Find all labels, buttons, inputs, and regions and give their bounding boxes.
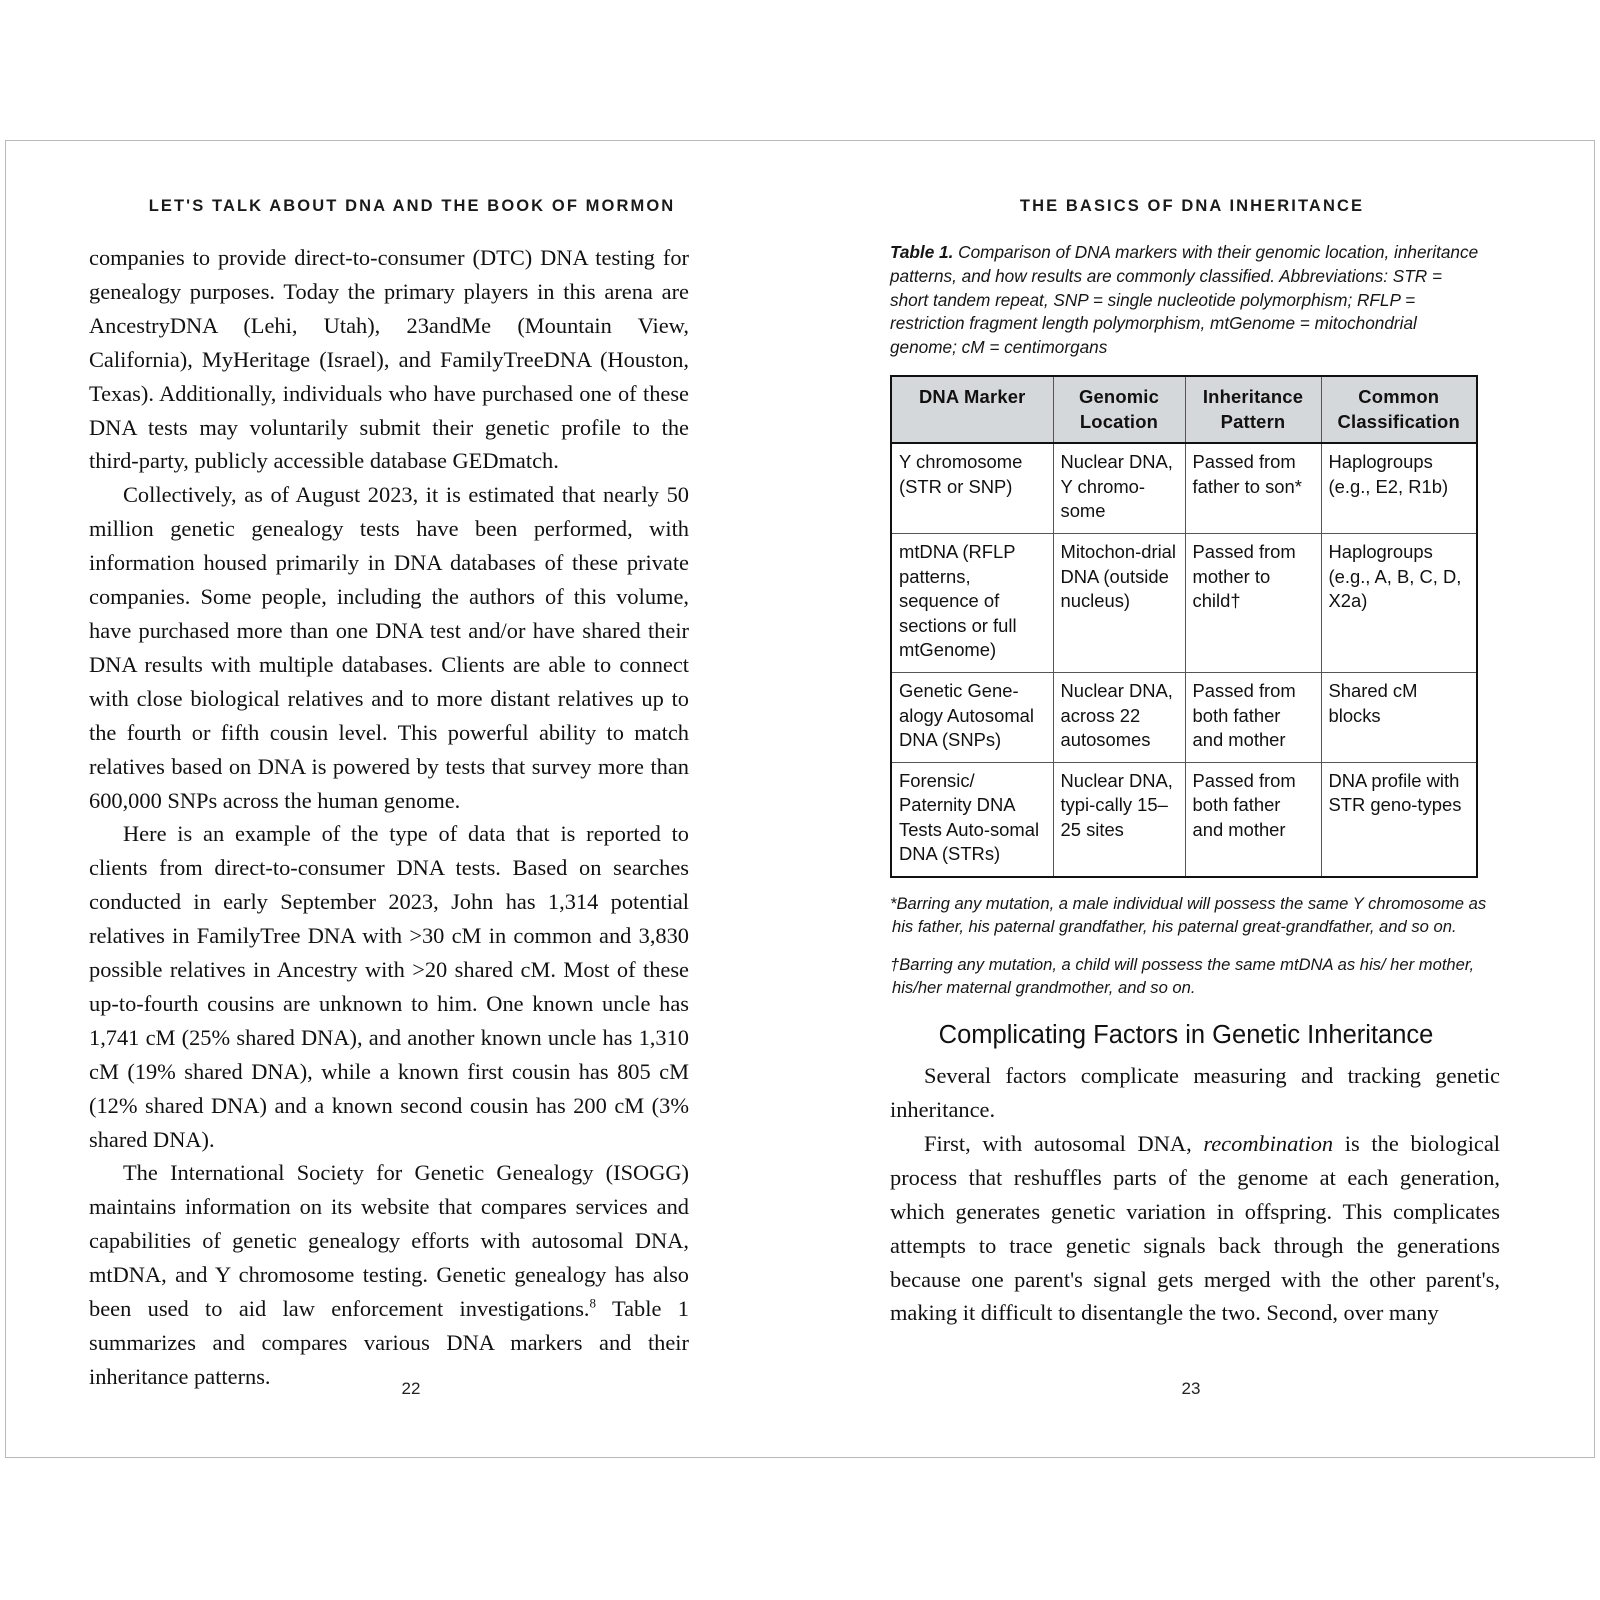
section-heading: Complicating Factors in Genetic Inheritance xyxy=(938,1021,1434,1050)
cell-classification: DNA profile with STR geno-types xyxy=(1321,762,1477,877)
table-row xyxy=(891,533,1477,672)
dna-marker-table xyxy=(890,375,1478,878)
paragraph: Collectively, as of August 2023, it is estimated that nearly 50 million genetic genealogy tests have been performed, with information housed primarily in DNA databases of these private companies. Some people, including the authors of this volume, have purchased more than one DNA test and/or have shared their DNA results with multiple databases. Clients are able to connect with close biological relatives and to more distant relatives up to the fourth or fifth cousin level. This powerful ability to match relatives based on DNA is powered by tests that survey more than 600,000 SNPs across the human genome. xyxy=(89,482,689,813)
footnote-marker: 8 xyxy=(589,1295,597,1311)
cell-marker: Genetic Gene-alogy Autosomal DNA (SNPs) xyxy=(891,672,1053,762)
book-page-frame xyxy=(5,140,1595,1458)
cell-pattern: Passed from both father and mother xyxy=(1185,672,1321,762)
cell-marker: Forensic/ Paternity DNA Tests Auto-somal DNA (STRs) xyxy=(891,762,1053,877)
paragraph: companies to provide direct-to-consumer (DTC) DNA testing for genealogy purposes. Today the primary players in this arena are AncestryDNA (Lehi, Utah), 23andMe (Mountain View, California), MyHeritage (Israel), and FamilyTreeDNA (Houston, Texas). Additionally, individuals who have purchased one of these DNA tests may voluntarily submit their genetic profile to the third-party, publicly accessible database GEDmatch. xyxy=(89,245,689,474)
cell-classification: Haplogroups (e.g., A, B, C, D, X2a) xyxy=(1321,533,1477,672)
table-row xyxy=(891,672,1477,762)
column-header-common-classification: Common Classification xyxy=(1321,376,1477,443)
cell-pattern: Passed from mother to child† xyxy=(1185,533,1321,672)
cell-pattern: Passed from father to son* xyxy=(1185,443,1321,533)
column-header-inheritance-pattern: Inheritance Pattern xyxy=(1185,376,1321,443)
paragraph-recombination xyxy=(890,1127,1500,1330)
paragraph-text-post: is the biological process that reshuffles parts of the genome at each generation, which generates genetic variation in offspring. This complicates attempts to trace genetic signals back through the generations because one parent's signal gets merged with the other parent's, making it difficult to disentangle the two. Second, over many xyxy=(890,1130,1501,1326)
column-header-dna-marker: DNA Marker xyxy=(891,376,1053,443)
paragraph: Several factors complicate measuring and tracking genetic inheritance. xyxy=(890,1063,1500,1122)
paragraph-with-footnote xyxy=(89,1156,689,1393)
cell-classification: Haplogroups (e.g., E2, R1b) xyxy=(1321,443,1477,533)
table-row xyxy=(891,443,1477,533)
table-header-row xyxy=(891,376,1477,443)
table-caption-label: Table 1. xyxy=(890,242,954,262)
paragraph-text-pre: First, with autosomal DNA, xyxy=(924,1130,1204,1156)
table-caption-text: Comparison of DNA markers with their genomic location, inheritance patterns, and how results are commonly classified. Abbreviations: STR = short tandem repeat, SNP = single nucleotide polymorphism; RFLP = restriction fragment length polymorphism, mtGenome = mitochondrial genome; cM = centimorgans xyxy=(890,242,1479,358)
table-row xyxy=(891,762,1477,877)
table-footnote: †Barring any mutation, a child will possess the same mtDNA as his/ her mother, his/her maternal grandmother, and so on. xyxy=(890,955,1475,998)
left-page xyxy=(6,141,800,1457)
book-spread xyxy=(6,141,1594,1457)
table-caption xyxy=(890,241,1482,360)
emphasized-term: recombination xyxy=(1203,1130,1334,1156)
paragraph: Here is an example of the type of data that is reported to clients from direct-to-consumer DNA tests. Based on searches conducted in early September 2023, John has 1,314 potential relatives in FamilyTree DNA with >30 cM in common and 3,830 possible relatives in Ancestry with >20 shared cM. Most of these up-to-fourth cousins are unknown to him. One known uncle has 1,741 cM (25% shared DNA), and another known uncle has 1,310 cM (19% shared DNA), while a known first cousin has 805 cM (12% shared DNA) and a known second cousin has 200 cM (3% shared DNA). xyxy=(89,821,689,1152)
cell-marker: Y chromosome (STR or SNP) xyxy=(891,443,1053,533)
paragraph-text: The International Society for Genetic Genealogy (ISOGG) maintains information on its website that compares services and capabilities of genetic genealogy efforts with autosomal DNA, mtDNA, and Y chromosome testing. Genetic genealogy has also been used to aid law enforcement investigations. xyxy=(89,1160,689,1322)
paragraph-tail: Table 1 summarizes and compares various DNA markers and their inheritance patterns. xyxy=(89,1296,689,1389)
right-text-column xyxy=(890,241,1500,1337)
right-page-number: 23 xyxy=(1181,1379,1201,1398)
cell-location: Nuclear DNA, typi-cally 15–25 sites xyxy=(1053,762,1185,877)
cell-location: Nuclear DNA, across 22 autosomes xyxy=(1053,672,1185,762)
right-page xyxy=(800,141,1594,1457)
right-running-head: THE BASICS OF DNA INHERITANCE xyxy=(1019,197,1365,215)
column-header-genomic-location: Genomic Location xyxy=(1053,376,1185,443)
cell-classification: Shared cM blocks xyxy=(1321,672,1477,762)
cell-location: Nuclear DNA, Y chromo-some xyxy=(1053,443,1185,533)
cell-marker: mtDNA (RFLP patterns, sequence of sections or full mtGenome) xyxy=(891,533,1053,672)
cell-pattern: Passed from both father and mother xyxy=(1185,762,1321,877)
table-footnote: *Barring any mutation, a male individual will possess the same Y chromosome as his father, his paternal grandfather, his paternal great-grandfather, and so on. xyxy=(890,894,1487,937)
left-running-head: LET'S TALK ABOUT DNA AND THE BOOK OF MORMON xyxy=(148,197,676,215)
cell-location: Mitochon-drial DNA (outside nucleus) xyxy=(1053,533,1185,672)
left-page-number: 22 xyxy=(401,1379,421,1398)
